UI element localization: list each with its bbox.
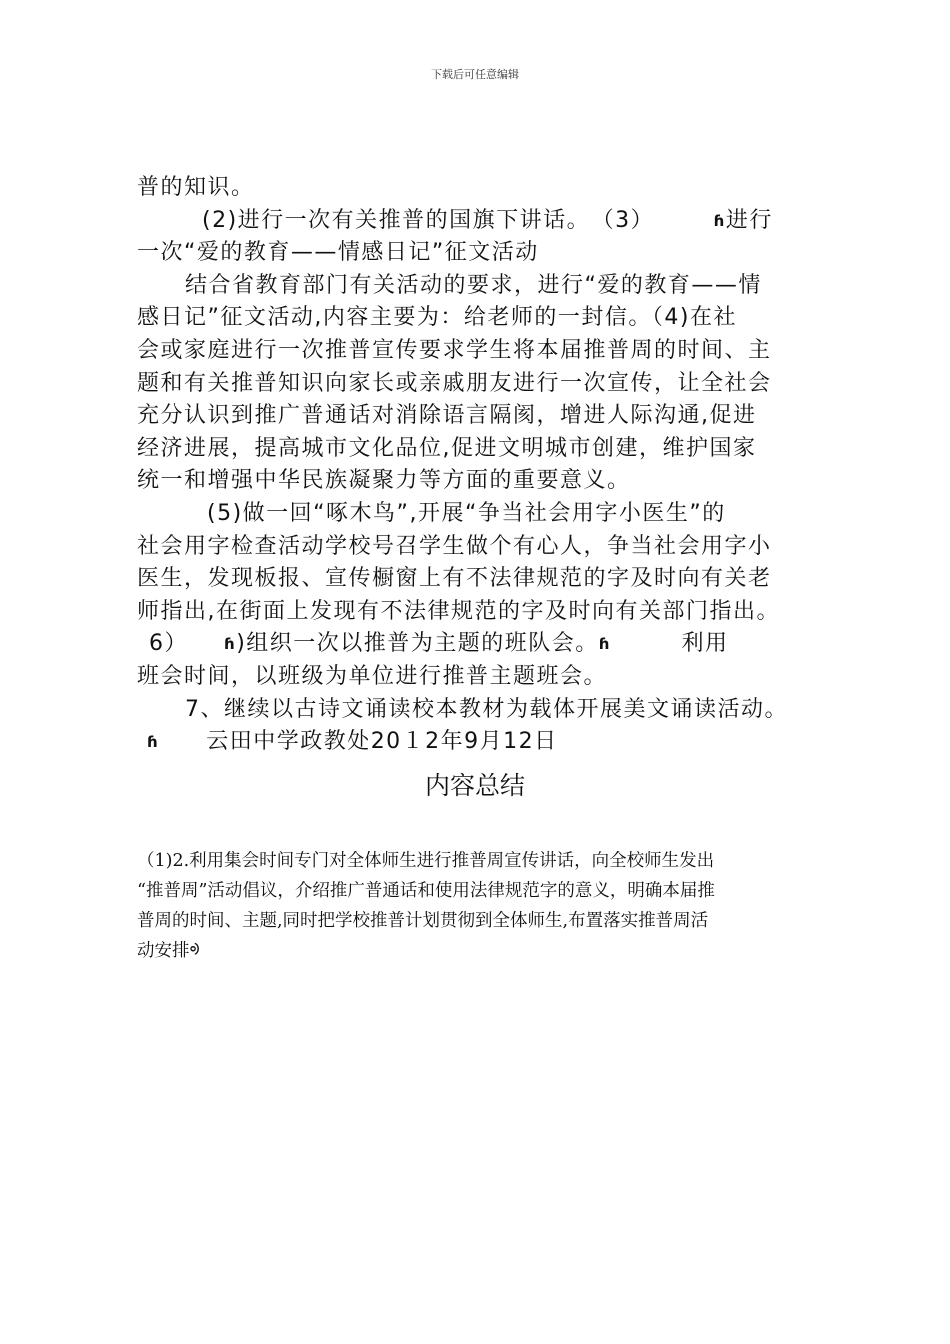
signature-line: ɦ 云田中学政教处20１2年9月12日: [137, 726, 827, 759]
body-line: (2)进行一次有关推普的国旗下讲话。 （3） ɦ进行: [137, 205, 827, 238]
bullet-glyph-icon: ɦ: [598, 635, 611, 654]
body-line: (5)做一回“啄木鸟”,开展“争当社会用字小医生”的: [207, 500, 726, 526]
document-body: [137, 172, 827, 759]
body-line: 班会时间，以班级为单位进行推普主题班会。: [137, 663, 608, 689]
body-line: 一次“爱的教育——情感日记”征文活动: [137, 240, 539, 266]
body-line: 7、继续以古诗文诵读校本教材为载体开展美文诵读活动。: [185, 696, 788, 722]
body-line: 题和有关推普知识向家长或亲戚朋友进行一次宣传，让全社会: [137, 370, 772, 396]
body-line: 师指出,在街面上发现有不法律规范的字及时向有关部门指出。: [137, 598, 780, 624]
bullet-glyph-icon: ɦ: [224, 635, 237, 654]
page-header: 下载后可任意编辑: [431, 68, 519, 81]
body-line: 感日记”征文活动,内容主要为：给老师的一封信。（4)在社: [137, 305, 737, 331]
summary-line: 动安排ᢀ: [137, 941, 200, 961]
body-line: 医生，发现板报、宣传橱窗上有不法律规范的字及时向有关老: [137, 566, 772, 592]
summary-line: “推普周”活动倡议，介绍推广普通话和使用法律规范字的意义，明确本届推: [137, 881, 715, 901]
body-line: 结合省教育部门有关活动的要求，进行“爱的教育——情: [185, 272, 762, 298]
summary-title: 内容总结: [424, 771, 525, 800]
body-line: 充分认识到推广普通话对消除语言隔阂，增进人际沟通,促进: [137, 403, 757, 429]
body-line: 会或家庭进行一次推普宣传要求学生将本届推普周的时间、主: [137, 337, 772, 363]
body-line: 统一和增强中华民族凝聚力等方面的重要意义。: [137, 468, 631, 494]
bullet-glyph-icon: ɦ: [147, 733, 160, 752]
body-line: 经济进展，提高城市文化品位,促进文明城市创建，维护国家: [137, 435, 757, 461]
summary-line: （1)2.利用集会时间专门对全体师生进行推普周宣传讲话，向全校师生发出: [137, 851, 715, 871]
summary-line: 普周的时间、主题,同时把学校推普计划贯彻到全体师生,布置落实推普周活: [137, 911, 709, 931]
bullet-glyph-icon: ɦ: [713, 211, 726, 230]
body-line: 普的知识。: [137, 175, 255, 200]
body-line: 6） ɦ)组织一次以推普为主题的班队会。ɦ 利用: [137, 628, 827, 661]
body-line: 社会用字检查活动学校号召学生做个有心人，争当社会用字小: [137, 533, 772, 559]
summary-body: [137, 846, 827, 966]
